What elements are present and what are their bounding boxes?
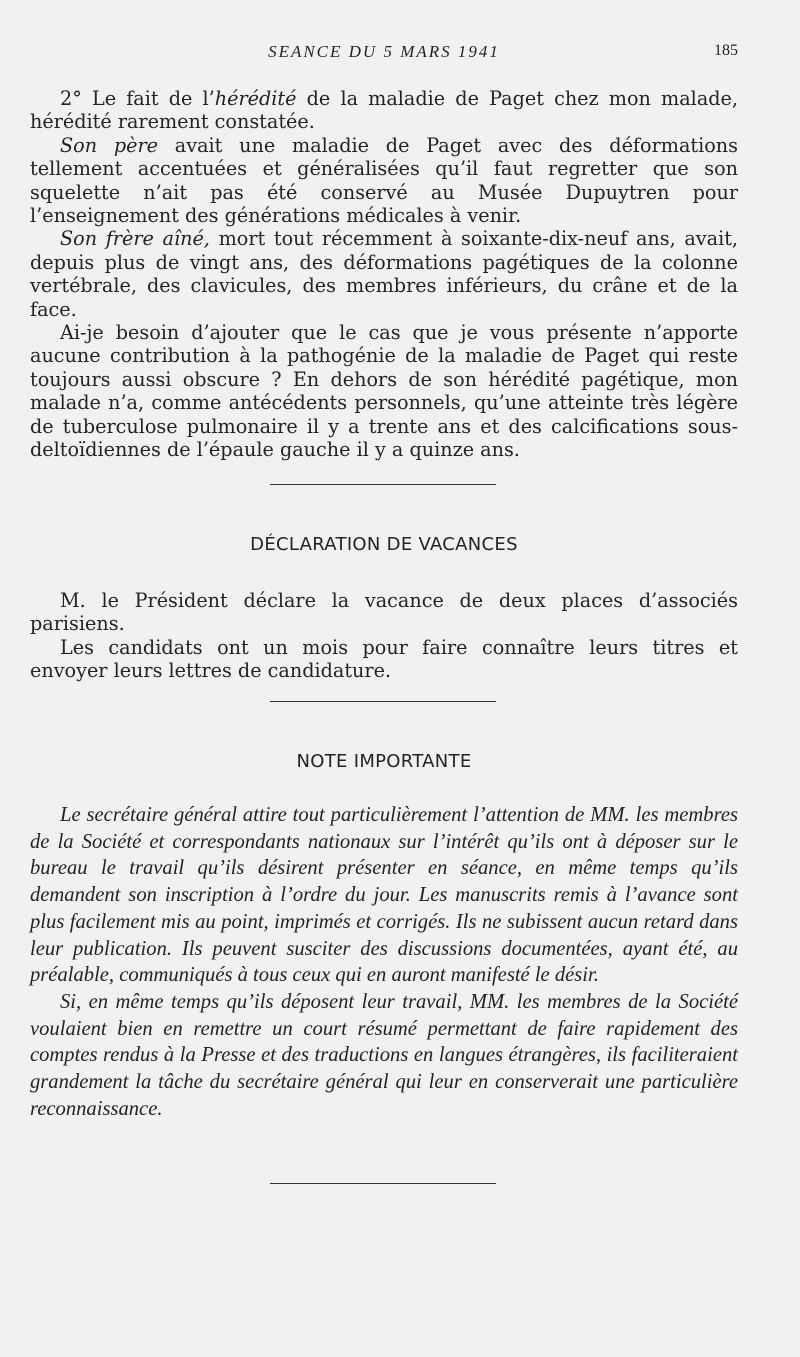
declaration-paragraph-1: M. le Président déclare la vacance de deux places d’associés parisiens.	[30, 589, 738, 636]
declaration-heading: DÉCLARATION DE VACANCES	[250, 534, 518, 555]
note-paragraph-2: Si, en même temps qu’ils déposent leur travail, MM. les membres de la Société voulaient bien en remettre un court résumé permettant de faire rapidement des comptes rendus à la Presse et des traductions en langues étrangères, ils faciliteraient grandement la tâche du secrétaire général qui leur en conserverait une particulière reconnaissance.	[30, 990, 738, 1120]
divider-rule	[270, 701, 496, 702]
note-paragraph-1: Le secrétaire général attire tout particulièrement l’attention de MM. les membres de la Société et correspondants nationaux sur l’intérêt qu’ils ont à déposer sur le bureau le travail qu’ils désirent présenter en séance, en même temps qu’ils demandent son inscription à l’ordre du jour. Les manuscrits remis à l’avance sont plus facilement mis au point, imprimés et corrigés. Ils ne subissent aucun retard dans leur publication. Ils peuvent susciter des discussions documentées, ayant été, au préalable, communiqués à tous ceux qui en auront manifesté le désir.	[30, 804, 738, 987]
note-section	[30, 802, 738, 1122]
divider-rule	[270, 1183, 496, 1184]
p3-emphasis: Son frère aîné,	[60, 227, 210, 251]
note-heading: NOTE IMPORTANTE	[296, 751, 472, 772]
declaration-paragraph-2: Les candidats ont un mois pour faire connaître leurs titres et envoyer leurs lettres de candidature.	[30, 635, 738, 683]
page-number: 185	[714, 42, 738, 59]
page-header	[30, 40, 738, 64]
p1-rest: de la maladie de Paget chez mon malade, hérédité rarement constatée.	[30, 87, 738, 134]
p2-rest: avait une maladie de Paget avec des déformations tellement accentuées et généralisées qu’il faut regretter que son squelette n’ait pas été conservé au Musée Dupuytren pour l’enseignement des générations médicales à venir.	[30, 133, 738, 228]
p2-emphasis: Son père	[60, 133, 159, 157]
intro-section	[30, 87, 738, 462]
p1-prefix: 2° Le fait de l’	[60, 87, 215, 110]
paragraph-brother	[30, 227, 738, 321]
paragraph-heredite	[30, 87, 738, 134]
running-title: SEANCE DU 5 MARS 1941	[268, 42, 500, 61]
paragraph-father	[30, 134, 738, 228]
p1-emphasis: hérédité	[214, 87, 297, 110]
p3-rest: mort tout récemment à soixante-dix-neuf ans, avait, depuis plus de vingt ans, des déformations pagétiques de la colonne vertébrale, des clavicules, des membres inférieurs, du crâne et de la face.	[30, 227, 739, 321]
paragraph-conclusion: Ai-je besoin d’ajouter que le cas que je vous présente n’apporte aucune contribution à la pathogénie de la maladie de Paget qui reste toujours aussi obscure ? En dehors de son hérédité pagétique, mon malade n’a, comme antécédents personnels, qu’une atteinte très légère de tuberculose pulmonaire il y a trente ans et des calcifications sous-deltoïdiennes de l’épaule gauche il y a quinze ans.	[30, 321, 738, 462]
divider-rule	[270, 484, 496, 485]
declaration-section	[30, 589, 738, 683]
